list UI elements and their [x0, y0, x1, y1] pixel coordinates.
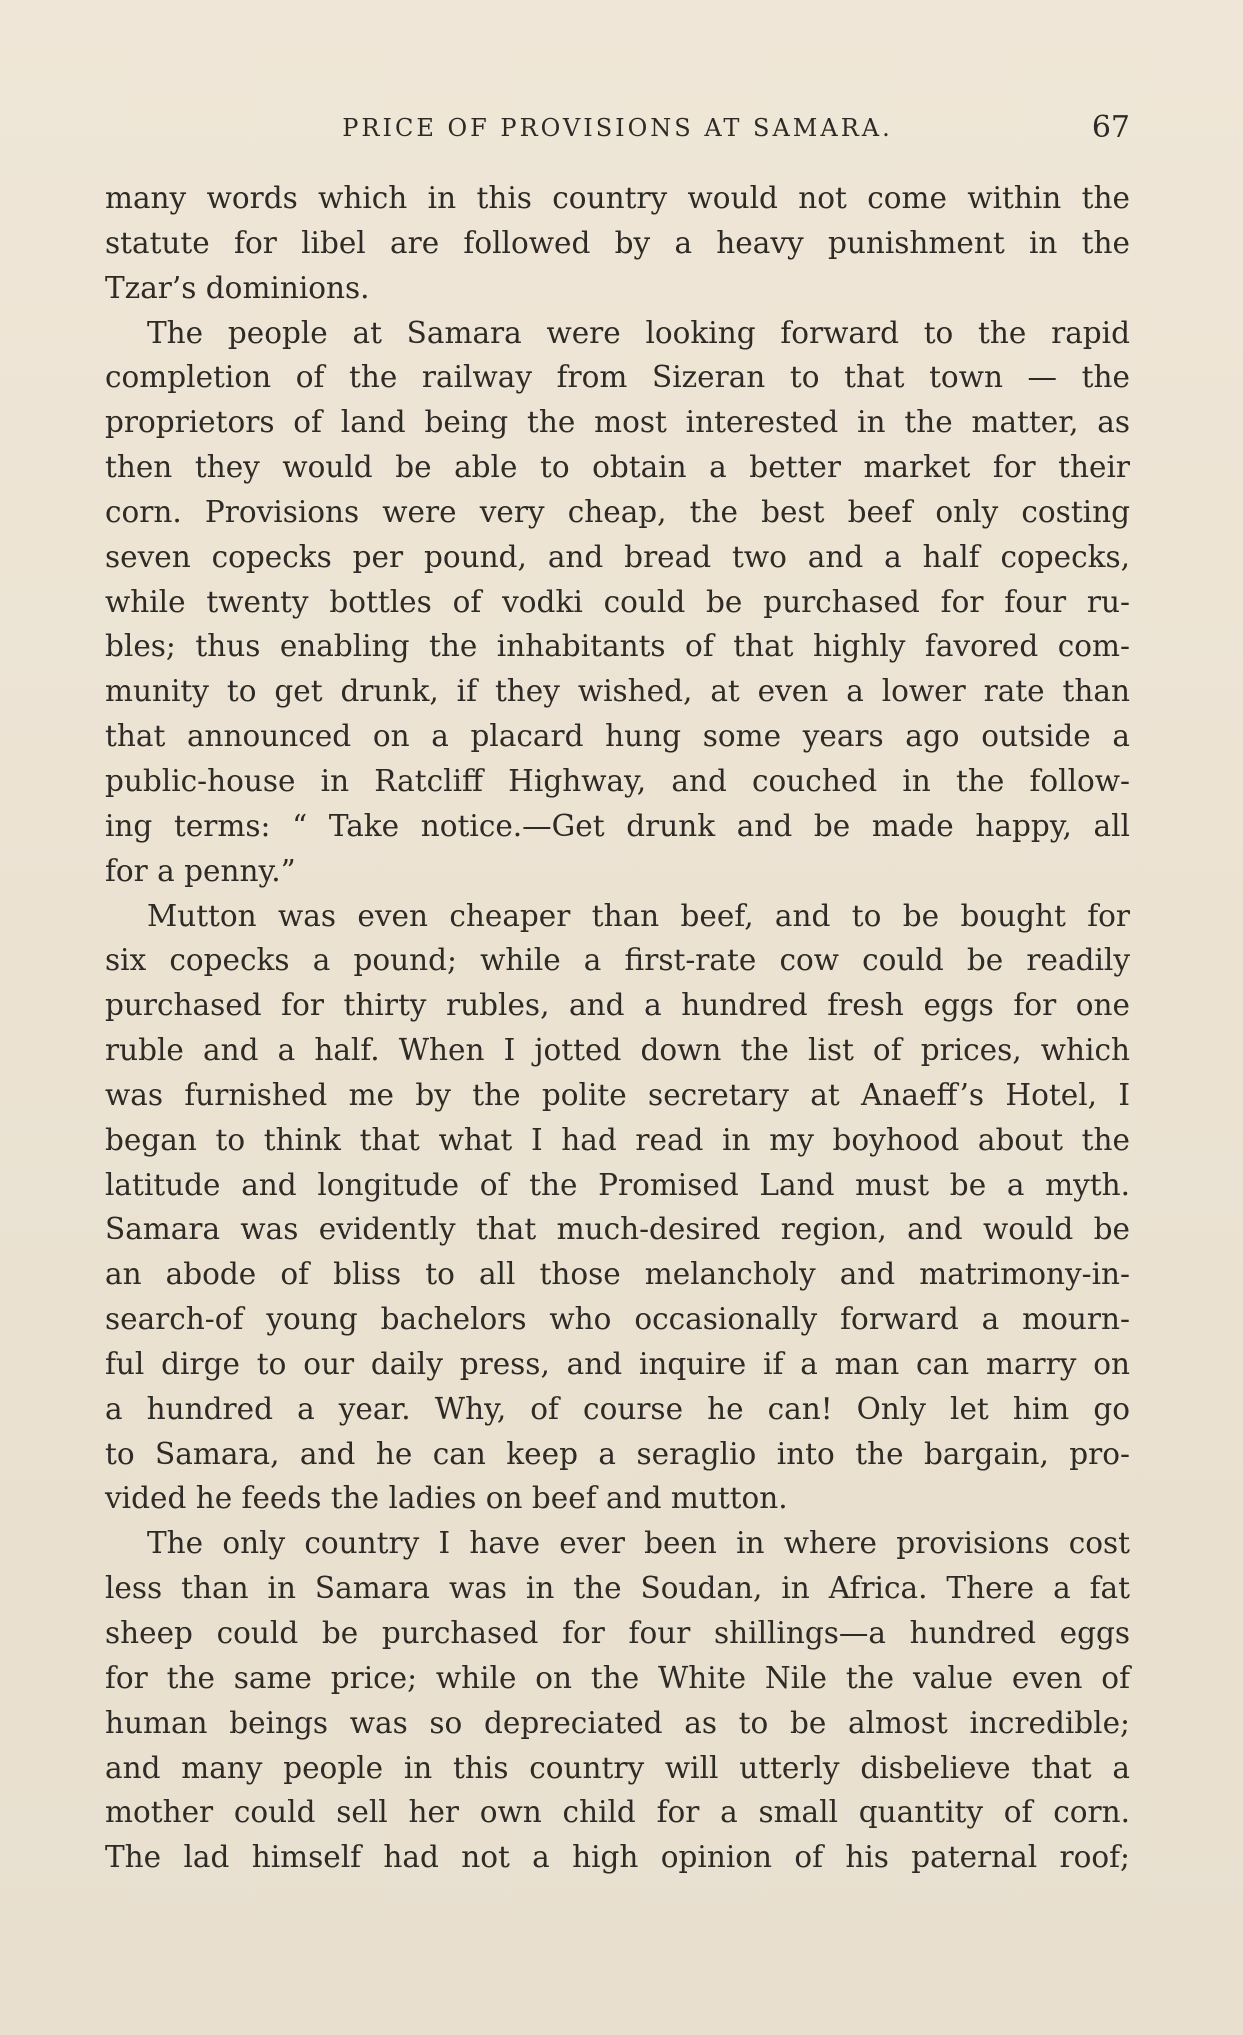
text-line: a hundred a year. Why, of course he can! Only let him go [105, 1391, 1130, 1426]
text-line: ruble and a half. When I jotted down the list of prices, which [105, 1033, 1130, 1068]
text-line: corn. Provisions were very cheap, the best beef only costing [105, 494, 1130, 529]
text-line: vided he feeds the ladies on beef and mutton. [105, 1481, 788, 1516]
text-line: latitude and longitude of the Promised Land must be a myth. [105, 1167, 1130, 1202]
text-line: Mutton was even cheaper than beef, and to be bought for [147, 898, 1130, 933]
running-head [105, 108, 1130, 148]
text-line: ful dirge to our daily press, and inquire if a man can marry on [105, 1346, 1130, 1381]
text-line: Samara was evidently that much-desired region, and would be [105, 1212, 1130, 1247]
text-line: and many people in this country will utterly disbelieve that a [105, 1750, 1130, 1785]
text-line: less than in Samara was in the Soudan, in Africa. There a fat [105, 1571, 1130, 1606]
text-line: while twenty bottles of vodki could be purchased for four ru- [105, 584, 1130, 619]
text-line: purchased for thirty rubles, and a hundred fresh eggs for one [105, 988, 1130, 1023]
text-line: an abode of bliss to all those melancholy and matrimony-in- [105, 1257, 1130, 1292]
text-line: bles; thus enabling the inhabitants of that highly favored com- [105, 629, 1130, 664]
text-line: proprietors of land being the most interested in the matter, as [105, 405, 1130, 440]
text-line: The lad himself had not a high opinion of his paternal roof; [105, 1840, 1130, 1875]
running-title: PRICE OF PROVISIONS AT SAMARA. [342, 114, 893, 142]
text-line: Tzar’s dominions. [105, 270, 370, 305]
text-line: seven copecks per pound, and bread two and a half copecks, [105, 539, 1130, 574]
text-line: The only country I have ever been in where provisions cost [147, 1526, 1130, 1561]
text-line: completion of the railway from Sizeran to that town — the [105, 360, 1130, 395]
text-line: sheep could be purchased for four shillings—a hundred eggs [105, 1616, 1130, 1650]
body-text [105, 176, 1130, 1880]
text-line: began to think that what I had read in my boyhood about the [105, 1122, 1130, 1157]
text-line: then they would be able to obtain a better market for their [105, 450, 1130, 485]
text-line: to Samara, and he can keep a seraglio into the bargain, pro- [105, 1436, 1130, 1471]
text-line: statute for libel are followed by a heavy punishment in the [105, 225, 1130, 260]
text-line: mother could sell her own child for a small quantity of corn. [105, 1795, 1130, 1830]
text-line: public-house in Ratcliff Highway, and couched in the follow- [105, 763, 1130, 798]
text-line: munity to get drunk, if they wished, at even a lower rate than [105, 674, 1130, 709]
text-line: for a penny.” [105, 853, 296, 888]
text-line: was furnished me by the polite secretary at Anaeff’s Hotel, I [105, 1077, 1130, 1112]
text-line: for the same price; while on the White Nile the value even of [105, 1660, 1130, 1695]
text-line: many words which in this country would not come within the [105, 181, 1130, 215]
text-line: The people at Samara were looking forward to the rapid [147, 315, 1130, 350]
text-line: ing terms: “ Take notice.—Get drunk and be made happy, all [105, 808, 1130, 843]
text-line: search-of young bachelors who occasionally forward a mourn- [105, 1302, 1130, 1337]
text-line: human beings was so depreciated as to be almost incredible; [105, 1705, 1130, 1740]
page-number: 67 [1091, 110, 1130, 145]
text-line: that announced on a placard hung some years ago outside a [105, 719, 1130, 754]
text-line: six copecks a pound; while a first-rate cow could be readily [105, 943, 1130, 978]
